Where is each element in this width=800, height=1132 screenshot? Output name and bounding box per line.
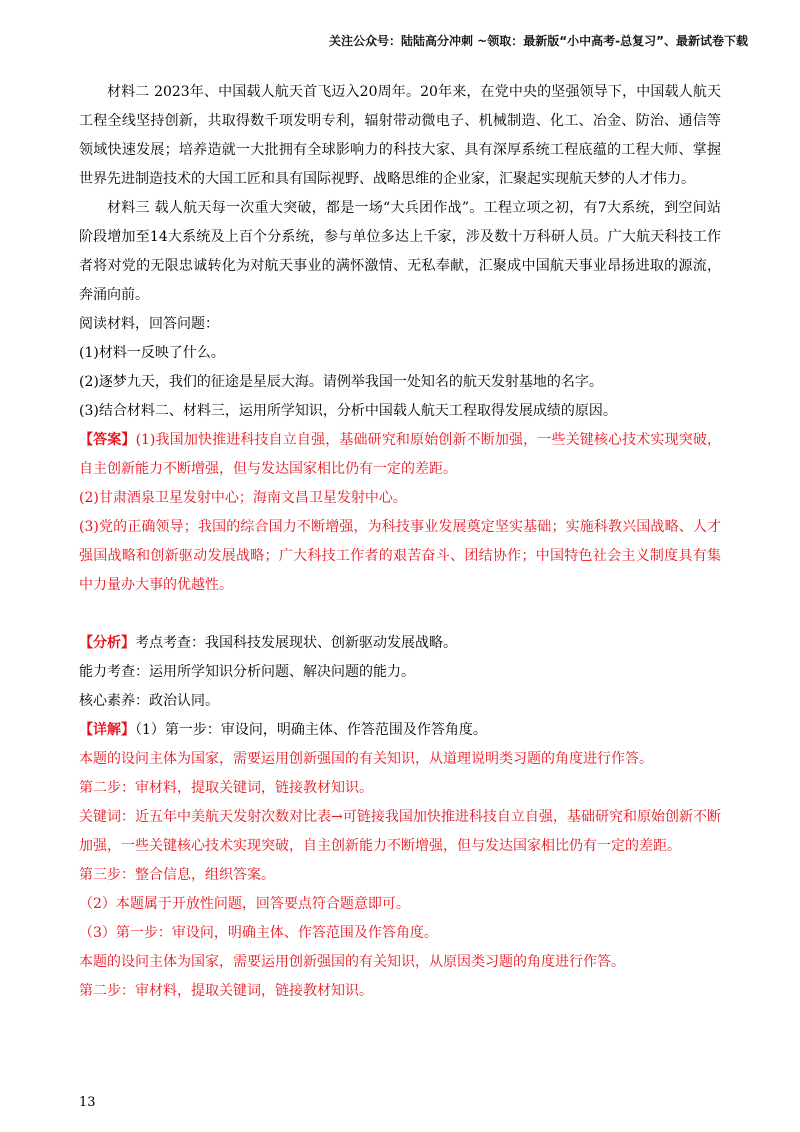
material-three: 材料三 载人航天每一次重大突破，都是一场“大兵团作战”。工程立项之初，有7大系统，到空间站阶段增加至14大系统及上百个分系统，参与单位多达上千家，涉及数十万科研人员。广大航天科技工作者将对党的无限忠诚转化为对航天事业的满怀激情、无私奉献，汇聚成中国航天事业昂扬进取的源流，奔涌向前。 bbox=[79, 200, 721, 303]
detail-line-2: 本题的设问主体为国家，需要运用创新强国的有关知识，从道理说明类习题的角度进行作答。 bbox=[79, 751, 653, 767]
answer-1 bbox=[79, 426, 721, 484]
analysis-line-1-text: 考点考查：我国科技发展现状、创新驱动发展战略。 bbox=[135, 635, 457, 651]
answer-2: (2)甘肃酒泉卫星发射中心；海南文昌卫星发射中心。 bbox=[79, 490, 407, 506]
detail-line-5: 第三步：整合信息，组织答案。 bbox=[79, 867, 275, 883]
answer-tag: 【答案】 bbox=[79, 432, 136, 448]
detail-line-9: 第二步：审材料，提取关键词，链接教材知识。 bbox=[79, 983, 373, 999]
answer-1-text: (1)我国加快推进科技自立自强，基础研究和原始创新不断加强，一些关键核心技术实现突破，自主创新能力不断增强，但与发达国家相比仍有一定的差距。 bbox=[79, 432, 721, 477]
spacer bbox=[79, 600, 721, 629]
detail-line-1-text: （1）第一步：审设问，明确主体、作答范围及作答角度。 bbox=[135, 722, 487, 738]
answer-3: (3)党的正确领导；我国的综合国力不断增强，为科技事业发展奠定坚实基础；实施科教兴国战略、人才强国战略和创新驱动发展战略；广大科技工作者的艰苦奋斗、团结协作；中国特色社会主义制度具有集中力量办大事的优越性。 bbox=[79, 519, 721, 593]
question-3: (3)结合材料二、材料三，运用所学知识，分析中国载人航天工程取得发展成绩的原因。 bbox=[79, 403, 617, 419]
analysis-line-2: 能力考查：运用所学知识分析问题、解决问题的能力。 bbox=[79, 664, 415, 680]
detail-line-6: （2）本题属于开放性问题，回答要点符合题意即可。 bbox=[79, 896, 410, 912]
reading-prompt: 阅读材料，回答问题： bbox=[79, 316, 219, 332]
detail-line-8: 本题的设问主体为国家，需要运用创新强国的有关知识，从原因类习题的角度进行作答。 bbox=[79, 954, 625, 970]
page-header: 关注公众号：陆陆高分冲刺 ~领取：最新版“小中高考-总复习”、最新试卷下载 bbox=[329, 34, 748, 48]
document-body bbox=[79, 78, 721, 1006]
detail-tag: 【详解】 bbox=[79, 722, 135, 738]
material-two: 材料二 2023年、中国载人航天首飞迈入20周年。20年来，在党中央的坚强领导下，中国载人航天工程全线坚持创新，共取得数千项发明专利，辐射带动微电子、机械制造、化工、冶金、防治、通信等领域快速发展；培养造就一大批拥有全球影响力的科技大家、具有深厚系统工程底蕴的工程大师、掌握世界先进制造技术的大国工匠和具有国际视野、战略思维的企业家，汇聚起实现航天梦的人才伟力。 bbox=[79, 84, 721, 187]
page-number: 13 bbox=[79, 1095, 96, 1110]
analysis-line-3: 核心素养：政治认同。 bbox=[79, 693, 219, 709]
detail-line-1 bbox=[79, 716, 721, 745]
detail-line-3: 第二步：审材料，提取关键词，链接教材知识。 bbox=[79, 780, 373, 796]
question-2: (2)逐梦九天，我们的征途是星辰大海。请例举我国一处知名的航天发射基地的名字。 bbox=[79, 374, 603, 390]
question-1: (1)材料一反映了什么。 bbox=[79, 345, 225, 361]
analysis-tag: 【分析】 bbox=[79, 635, 135, 651]
detail-line-4: 关键词：近五年中美航天发射次数对比表→可链接我国加快推进科技自立自强，基础研究和原始创新不断加强，一些关键核心技术实现突破，自主创新能力不断增强，但与发达国家相比仍有一定的差距。 bbox=[79, 809, 721, 854]
analysis-line-1 bbox=[79, 629, 721, 658]
detail-line-7: （3）第一步：审设问，明确主体、作答范围及作答角度。 bbox=[79, 925, 438, 941]
